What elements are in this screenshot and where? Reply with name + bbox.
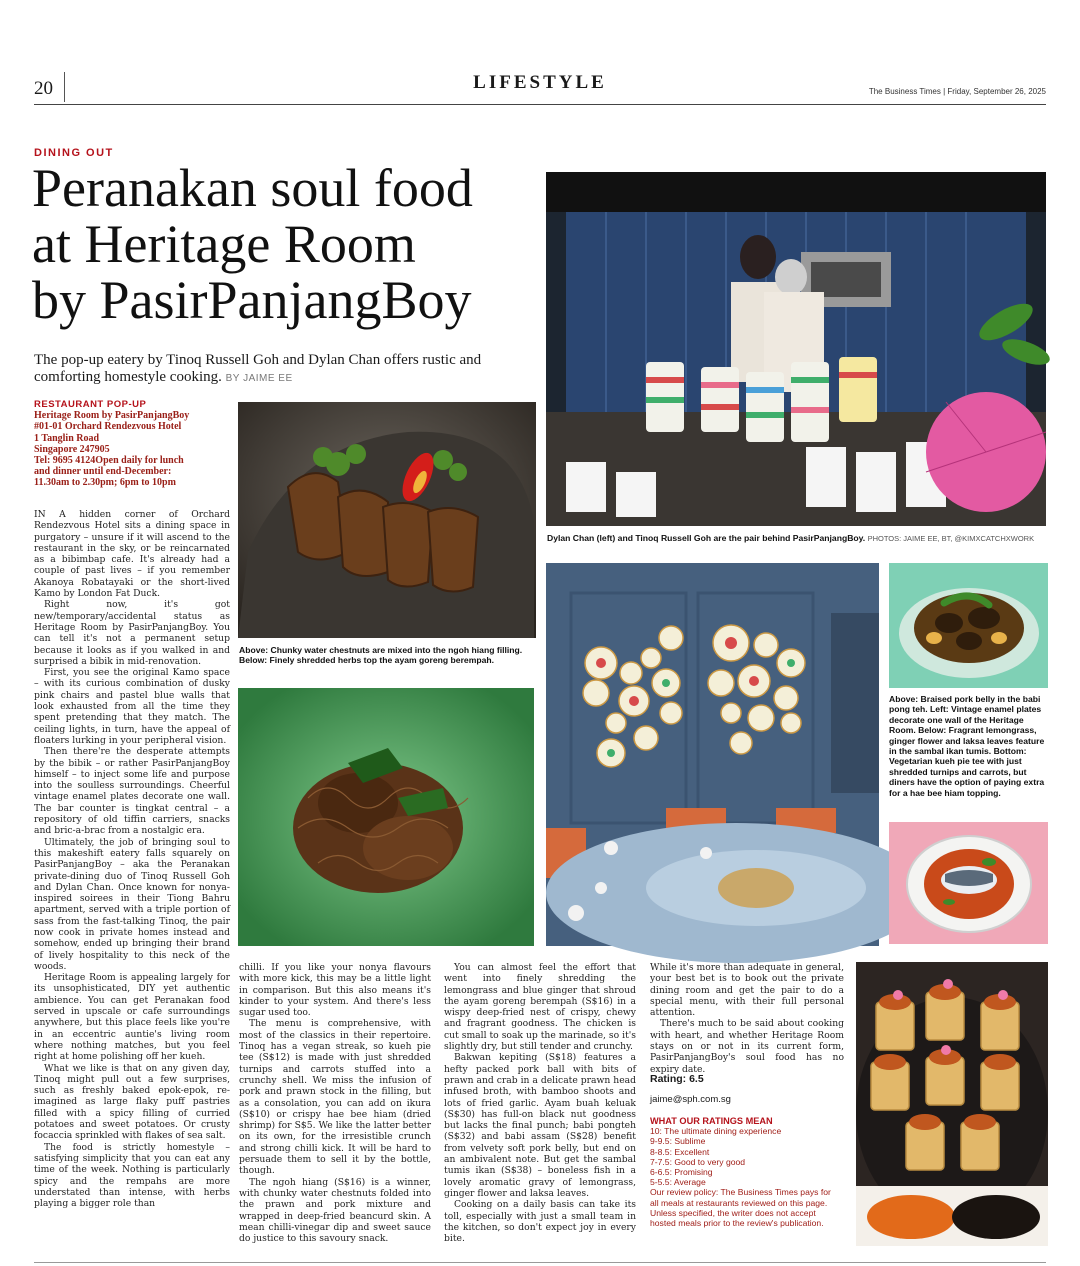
rating-scale-item: 5-5.5: Average: [650, 1177, 706, 1188]
kueh-pie-tee-illustration: [856, 962, 1048, 1246]
body-paragraph: Right now, it's got new/temporary/accidental status as Heritage Room by PasirPanjangBoy. You can tell it's not a permanent setup because it looks as if you walked in and surprised a bibik in mid-renovation.: [34, 599, 230, 667]
body-paragraph: The food is strictly homestyle – satisfying simplicity that you can eat any time of the week. Nothing is particularly spicy and the rempahs are more understated than intense, with herbs playing a bigger role than: [34, 1141, 230, 1210]
writer-email[interactable]: jaime@sph.com.sg: [650, 1094, 731, 1105]
info-line: Tel: 9695 4124Open daily for lunch: [34, 455, 184, 467]
publication-name: The Business Times: [868, 87, 941, 96]
caption-chefs: [547, 533, 1047, 544]
info-box-heading: RESTAURANT POP-UP: [34, 399, 147, 410]
rating-scale-item: 9-9.5: Sublime: [650, 1136, 706, 1147]
standfirst: [34, 352, 504, 387]
body-paragraph: The menu is comprehensive, with most of the classics in their repertoire. Tinoq has a vegan streak, so kueh pie tee (S$12) is made with just shredded turnips and carrots stuffed into a crunchy shell. We miss the infusion of pork and prawn stock in the filling, but as a consolation, you can add on ikura (S$10) or crispy hae bee hiam (dried shrimp) for S$5. We like the latter better on its own, for the irresistible crunch and strong chilli kick. It will be hard to persuade them to sell it by the bottle, though.: [239, 1018, 431, 1177]
info-line: 1 Tanglin Road: [34, 432, 100, 444]
caption-ngoh-hiang: Above: Chunky water chestnuts are mixed into the ngoh hiang filling. Below: Finely shredded herbs top the ayam goreng berempah.: [239, 645, 523, 666]
photo-babi-pongteh: [889, 563, 1048, 688]
dek-text: The pop-up eatery by Tinoq Russell Goh and Dylan Chan offers rustic and comforting homestyle cooking.: [34, 352, 482, 385]
body-paragraph: The ngoh hiang (S$16) is a winner, with chunky water chestnuts folded into the prawn and pork mixture and wrapped in deep-fried beancurd skin. A mean chilli-vinegar dip and sweet sauce do justice to this savoury snack.: [239, 1176, 431, 1245]
photo-enamel-plates-wall: [546, 563, 879, 946]
body-paragraph: What we like is that on any given day, Tinoq might pull out a few surprises, such as freshly baked epok-epok, re-imagined as large flaky puff pastries filled with a spicy filling of curried potatoes and sweet potatoes. Or crusty focaccia sprinkled with flakes of sea salt.: [34, 1062, 230, 1142]
body-paragraph: First, you see the original Kamo space – with its curious combination of dusky pink chairs and pastel blue walls that look exhausted from all the time they spent pretending that they match. The ceiling lights, in turn, have the appeal of floaters lurking in your peripheral vision.: [34, 667, 230, 746]
body-paragraph: There's much to be said about cooking with heart, and whether Heritage Room stays on or not in its current form, PasirPanjangBoy's soul food has no expiry date.: [650, 1018, 844, 1075]
info-line: and dinner until end-December:: [34, 466, 172, 478]
body-column-2: [239, 962, 431, 1252]
byline: BY JAIME EE: [225, 373, 293, 384]
photo-kueh-pie-tee: [856, 962, 1048, 1246]
rating: Rating: 6.5: [650, 1073, 704, 1085]
sambal-ikan-illustration: [889, 822, 1048, 944]
body-column-4: [650, 962, 844, 1075]
caption-chefs-text: Dylan Chan (left) and Tinoq Russell Goh are the pair behind PasirPanjangBoy.: [547, 533, 866, 543]
dateline-separator: |: [943, 87, 948, 96]
section-title: LIFESTYLE: [473, 72, 607, 93]
headline-line: Peranakan soul food: [32, 158, 473, 218]
publication-dateline: [869, 87, 1046, 96]
publication-date: Friday, September 26, 2025: [947, 87, 1046, 96]
ayam-goreng-illustration: [238, 688, 534, 946]
ratings-key: [650, 1116, 840, 1228]
ngoh-hiang-illustration: [238, 402, 536, 638]
body-paragraph: Then there're the desperate attempts by the bibik – or rather PasirPanjangBoy himself – to inject some life and purpose into the soulless surroundings. Cheerful vintage enamel plates decorate one wall. The bar counter is tingkat central – a repository of old tiffin carriers, snacks and bric-a-brac from a nostalgic era.: [34, 746, 230, 837]
kicker: DINING OUT: [34, 147, 114, 159]
info-line: 11.30am to 2.30pm; 6pm to 10pm: [34, 477, 176, 489]
photo-chefs: [546, 172, 1046, 526]
info-line: #01-01 Orchard Rendezvous Hotel: [34, 421, 182, 433]
photo-sambal-ikan: [889, 822, 1048, 944]
rating-scale-item: 7-7.5: Good to very good: [650, 1156, 746, 1167]
page-number: 20: [34, 78, 53, 99]
body-paragraph: IN A hidden corner of Orchard Rendezvous Hotel sits a dining space in purgatory – unsure if it will ascend to the restaurant in the sky, or be reincarnated as a bibimbap cafe. It's already had a couple of past lives – if you remember Akanoya Robatayaki or the short-lived Kamo by London Fat Duck.: [34, 509, 230, 600]
page-bottom-rule: [34, 1262, 1046, 1263]
restaurant-info-box: [34, 399, 230, 489]
body-column-1: [34, 509, 230, 1249]
rating-scale-item: 8-8.5: Excellent: [650, 1146, 710, 1157]
photo-credit: PHOTOS: JAIME EE, BT, @KIMXCATCHXWORK: [867, 534, 1035, 543]
headline-line: at Heritage Room: [32, 214, 416, 274]
info-line: Heritage Room by PasirPanjangBoy: [34, 410, 190, 422]
headline-line: by PasirPanjangBoy: [32, 270, 472, 330]
babi-pongteh-illustration: [889, 563, 1048, 688]
headline: [32, 160, 532, 328]
body-paragraph: Cooking on a daily basis can take its toll, especially with just a small team in the kitchen, so don't expect joy in every bite.: [444, 1199, 636, 1245]
rating-scale-item: 6-6.5: Promising: [650, 1167, 713, 1178]
info-line: Singapore 247905: [34, 443, 110, 455]
photo-ayam-goreng: [238, 688, 534, 946]
plates-wall-illustration: [546, 563, 879, 946]
body-column-3: [444, 962, 636, 1252]
ratings-heading: WHAT OUR RATINGS MEAN: [650, 1116, 773, 1126]
chefs-illustration: [546, 172, 1046, 526]
body-paragraph: Bakwan kepiting (S$18) features a hefty packed pork ball with bits of prawn and crab in a delicate prawn head infused broth, with bamboo shoots and lots of fried garlic. Ayam buah keluak (S$30) has full-on black nut goodness but lacks the final punch; babi pongteh (S$32) and babi assam (S$28) benefit from velvety soft pork belly, but end on an ambivalent note. But get the sambal tumis ikan (S$38) – boneless fish in a lovely aromatic gravy of lemongrass, ginger flower and laksa leaves.: [444, 1052, 636, 1199]
body-paragraph: While it's more than adequate in general, your best bet is to book out the private dining room and get the pair to do a special menu, with their full personal attention.: [650, 962, 844, 1019]
body-paragraph: You can almost feel the effort that went into finely shredding the lemongrass and blue ginger that shroud the ayam goreng berempah (S$16) in a wispy deep-fried nest of crispy, chewy and fragrant goodness. The chicken is cut small to soak up the marinade, so it's slightly dry, but still tender and crunchy.: [444, 962, 636, 1053]
body-paragraph: Ultimately, the job of bringing soul to this makeshift eatery falls squarely on PasirPanjangBoy – aka the Peranakan private-dining duo of Tinoq Russell Goh and Dylan Chan. Once known for nonya-inspired soirees in their Tiong Bahru apartment, served with a triple portion of sass from the fast-talking Tinoq, the pair now cook in private homes instead and somehow, ended up bringing their brand of lively hospitality to this neck of the woods.: [34, 836, 230, 972]
body-paragraph: chilli. If you like your nonya flavours with more kick, this may be a little light in comparison. But this also means it's kinder to your system. And there's less sugar used too.: [239, 962, 431, 1019]
review-policy: Our review policy: The Business Times pays for all meals at restaurants reviewed on this page. Unless specified, the writer does not accept hosted meals prior to the review's publication.: [650, 1187, 831, 1229]
body-paragraph: Heritage Room is appealing largely for its unsophisticated, DIY yet authentic ambience. You can get Peranakan food served in upscale or cafe surroundings anywhere, but this place feels like you're in an eccentric auntie's living room where nothing matches, but you feel right at home polishing off her kueh.: [34, 972, 230, 1063]
photo-ngoh-hiang: [238, 402, 536, 638]
masthead-rule: [34, 104, 1046, 105]
caption-right-column: Above: Braised pork belly in the babi pong teh. Left: Vintage enamel plates decorate one wall of the Heritage Room. Below: Fragrant lemongrass, ginger flower and laksa leaves feature in the sambal ikan tumis. Bottom: Vegetarian kueh pie tee with just shredded turnips and carrots, but diners have the option of paying extra for a hae bee hiam topping.: [889, 694, 1045, 798]
rating-scale-item: 10: The ultimate dining experience: [650, 1126, 782, 1137]
